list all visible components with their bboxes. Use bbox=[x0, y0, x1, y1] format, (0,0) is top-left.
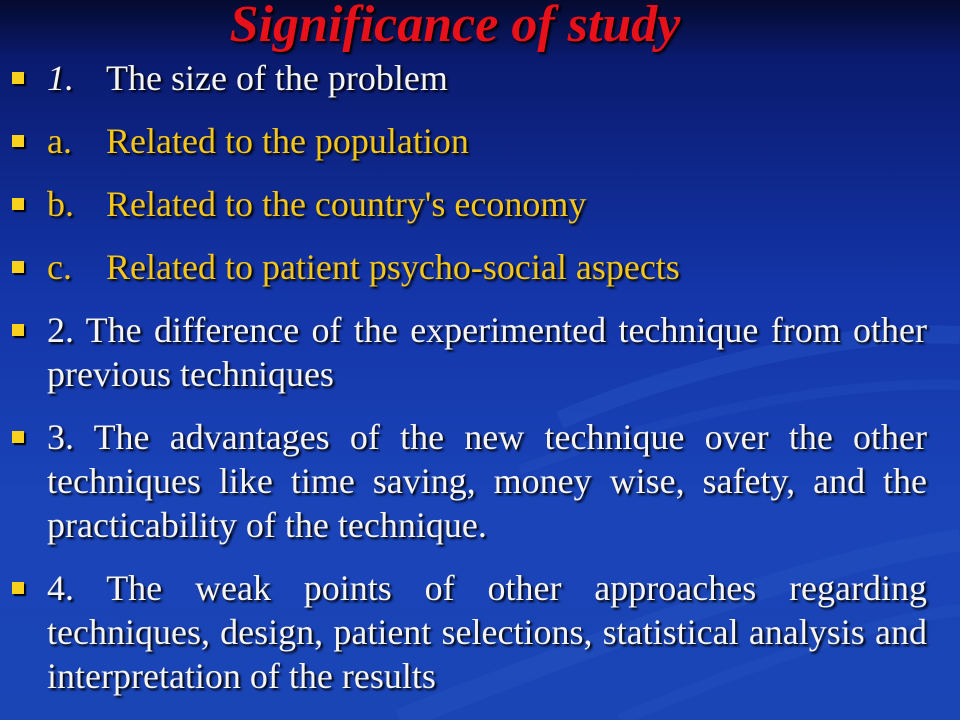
square-bullet-icon bbox=[12, 72, 24, 84]
item-number: 1. bbox=[47, 58, 74, 98]
item-text: 2. The difference of the experimented technique from other previous techniques bbox=[47, 310, 927, 394]
item-text: The size of the problem bbox=[106, 58, 448, 98]
square-bullet-icon bbox=[12, 582, 24, 594]
list-item bbox=[0, 245, 960, 289]
list-item bbox=[0, 566, 960, 698]
list-item bbox=[0, 56, 960, 100]
item-text: 3. The advantages of the new technique over the other techniques like time saving, money wise, safety, and the practicability of the technique. bbox=[47, 417, 927, 545]
list-item bbox=[0, 308, 960, 396]
item-number: b. bbox=[47, 184, 74, 224]
square-bullet-icon bbox=[12, 135, 24, 147]
item-number: c. bbox=[47, 247, 72, 287]
slide-title: Significance of study bbox=[229, 0, 681, 53]
item-text: 4. The weak points of other approaches regarding techniques, design, patient selections, statistical analysis and interpretation of the results bbox=[47, 568, 927, 696]
list-item bbox=[0, 415, 960, 547]
list-item bbox=[0, 119, 960, 163]
square-bullet-icon bbox=[12, 324, 24, 336]
item-number: a. bbox=[47, 121, 72, 161]
list-item bbox=[0, 182, 960, 226]
square-bullet-icon bbox=[12, 198, 24, 210]
bullet-list bbox=[0, 56, 960, 717]
item-text: Related to patient psycho-social aspects bbox=[106, 247, 680, 287]
item-text: Related to the country's economy bbox=[106, 184, 587, 224]
item-text: Related to the population bbox=[106, 121, 469, 161]
square-bullet-icon bbox=[12, 261, 24, 273]
square-bullet-icon bbox=[12, 431, 24, 443]
